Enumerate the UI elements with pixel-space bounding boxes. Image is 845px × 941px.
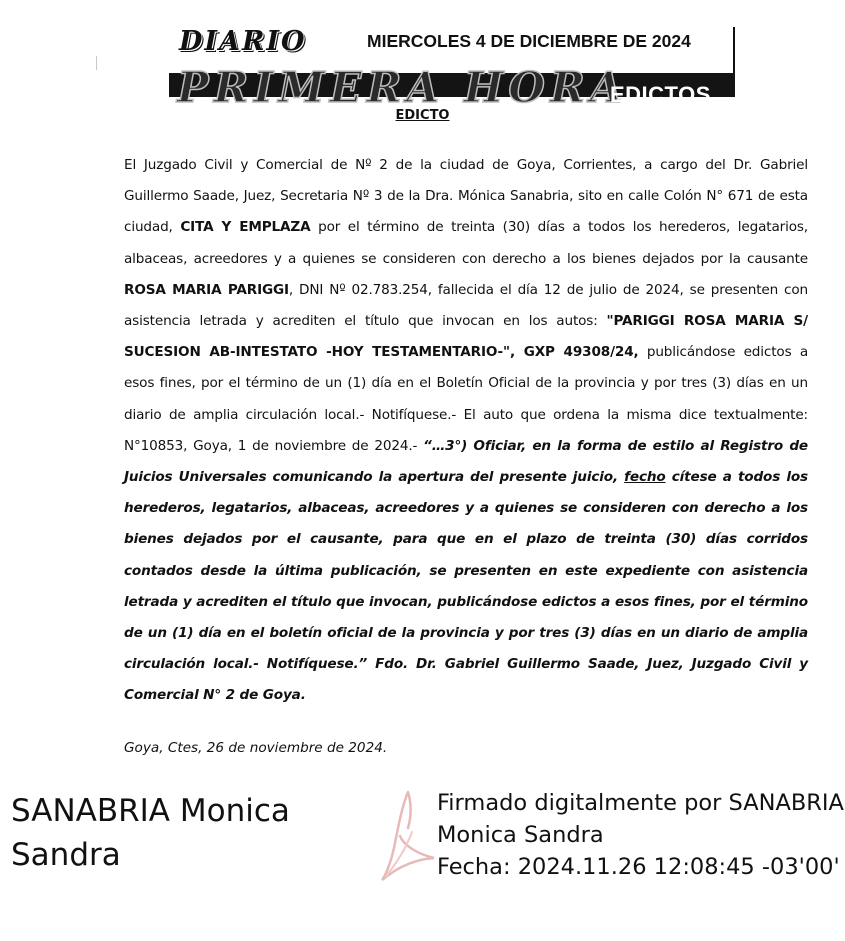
signer-name [11, 789, 341, 877]
masthead-date: MIERCOLES 4 DE DICIEMBRE DE 2024 [367, 31, 691, 51]
quoted-order-text: cítese a todos los herederos, legatarios, albaceas, acreedores y a quienes se consideren con derecho a los bienes dejados por el causante, para que en el plazo de treinta (30) días corridos contados desde la última publicación, se presenten en este expediente con asistencia letrada y acrediten el título que invocan, publicándose edictos a esos fines, por el término de un (1) día en el boletín oficial de la provincia y por tres (3) días en un diario de amplia circulación local.- Notifíquese.” Fdo. Dr. Gabriel Guillermo Saade, Juez, Juzgado Civil y Comercial N° 2 de Goya. [124, 469, 808, 704]
adobe-signature-watermark-icon [378, 788, 438, 884]
fecho-word: fecho [624, 469, 666, 486]
digital-signature-info [437, 787, 844, 883]
margin-mark [96, 56, 97, 70]
signature-info-line: Monica Sandra [437, 822, 604, 848]
causante-name: ROSA MARIA PARIGGI [124, 281, 289, 298]
masthead-bottom-band [169, 63, 735, 112]
signature-info-line: Firmado digitalmente por SANABRIA [437, 790, 844, 816]
edicto-title: EDICTO [395, 108, 450, 123]
masthead-logo-primera-hora: PRIMERA HORA [177, 63, 628, 112]
place-date: Goya, Ctes, 26 de noviembre de 2024. [124, 740, 388, 756]
masthead-section-label: EDICTOS [610, 82, 711, 107]
edicto-body [124, 150, 808, 712]
cita-emplaza-text: CITA Y EMPLAZA [180, 219, 311, 236]
masthead-logo-diario: DIARIO [179, 26, 307, 57]
body-text-part: , DNI Nº 02.783.254, fallecida el día 12 de julio de 2024, se presenten con asistencia letrada y acrediten el título que invocan en los autos: [124, 281, 809, 330]
newspaper-masthead [169, 26, 735, 112]
body-text-part: El Juzgado Civil y Comercial de Nº 2 de la ciudad de Goya, Corrientes, a cargo del Dr. Gabriel Guillermo Saade, Juez, Secretaria Nº 3 de la Dra. Mónica Sanabria, sito en calle Colón N° 671 de esta ciudad, [124, 157, 808, 236]
signer-name-line: SANABRIA Monica [11, 793, 290, 829]
quoted-order-text: “…3°) Oficiar, en la forma de estilo al Registro de Juicios Universales comunicando la apertura del presente juicio, [124, 437, 808, 486]
body-text-part: publicándose edictos a esos fines, por el término de un (1) día en el Boletín Oficial de la provincia y por tres (3) días en un diario de amplia circulación local.- Notifíquese.- El auto que ordena la misma dice textualmente: N°10853, Goya, 1 de noviembre de 2024.- [124, 344, 808, 454]
signer-name-line: Sandra [11, 837, 121, 873]
body-text-part: por el término de treinta (30) días a todos los herederos, legatarios, albaceas, acreedores y a quienes se consideren con derecho a los bienes dejados por la causante [124, 219, 808, 267]
signature-date-line: Fecha: 2024.11.26 12:08:45 -03'00' [437, 854, 840, 880]
autos-caption: "PARIGGI ROSA MARIA S/ SUCESION AB-INTESTATO -HOY TESTAMENTARIO-", GXP 49308/24, [124, 313, 808, 361]
